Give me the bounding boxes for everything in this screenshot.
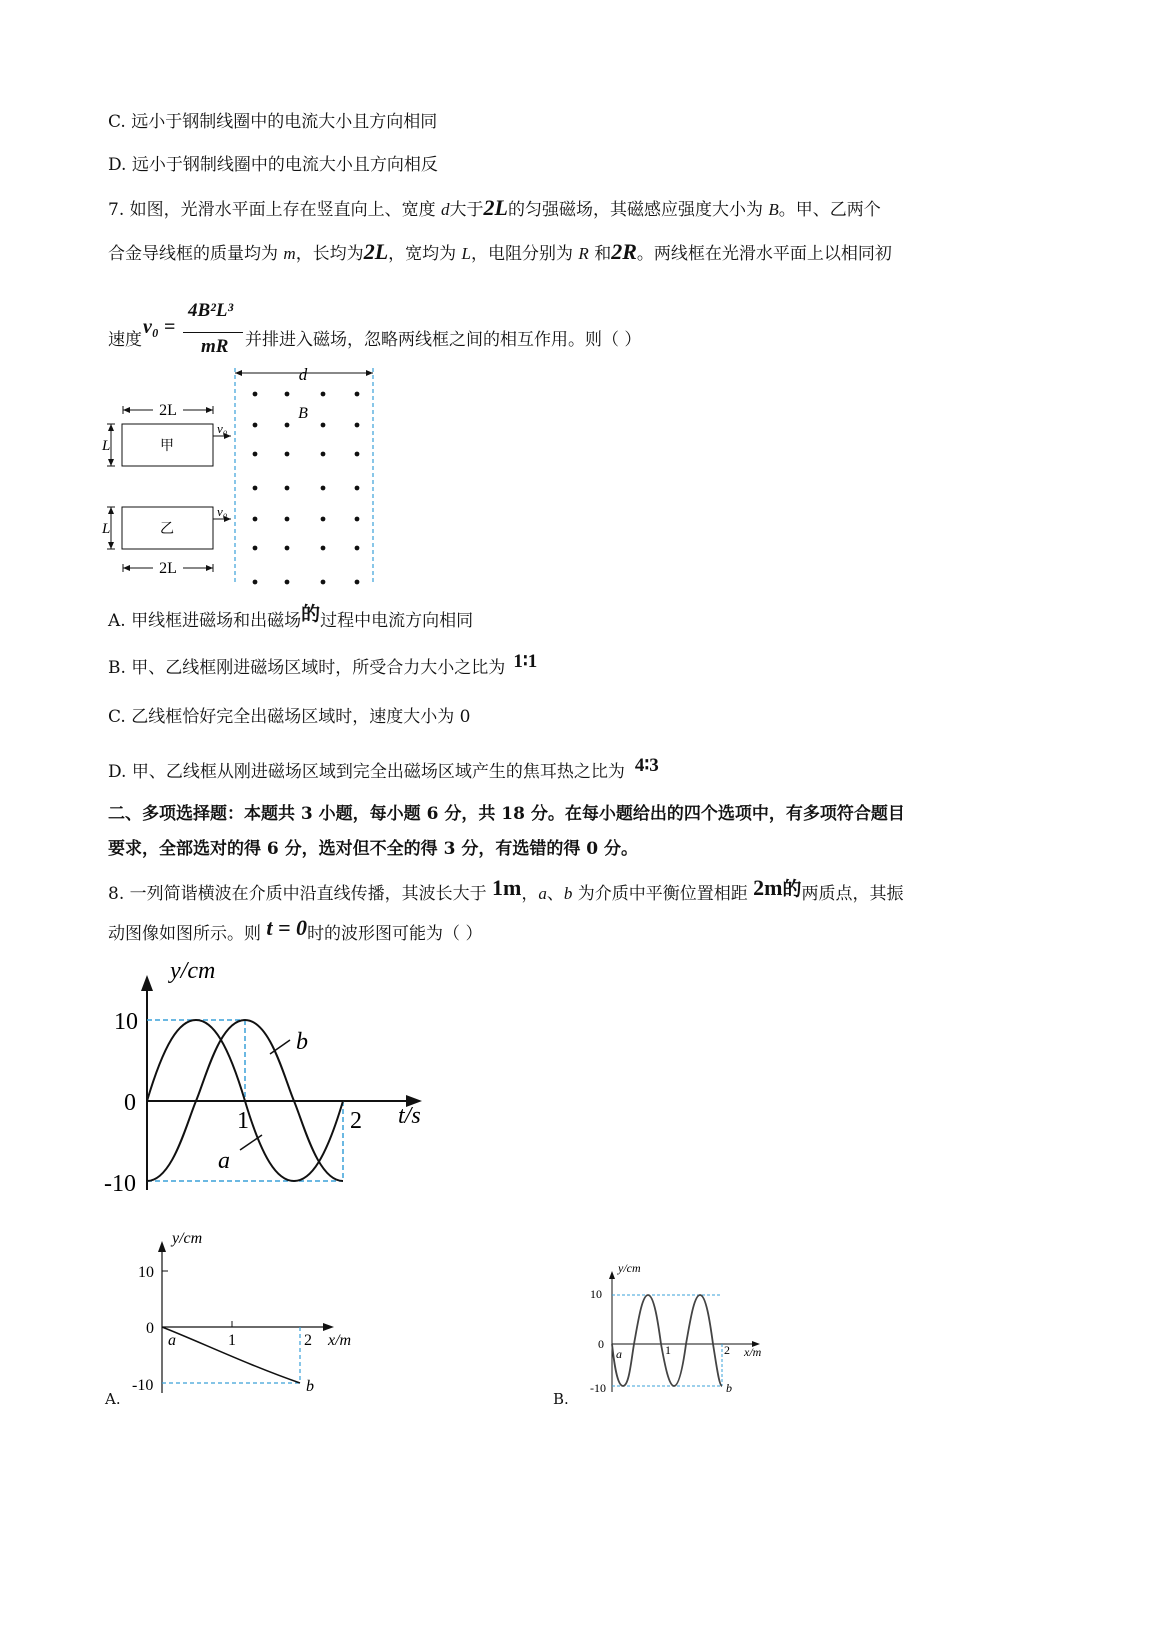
q7-option-d: D. 甲、乙线框从刚进磁场区域到完全出磁场区域产生的焦耳热之比为 4∶3 <box>108 755 659 782</box>
velocity-label-2: v₀ <box>217 504 228 519</box>
q6-option-c: C. 远小于钢制线圈中的电流大小且方向相同 <box>108 112 438 132</box>
optB-xlabel: x/m <box>744 1345 762 1359</box>
curve-b-label: b <box>296 1029 308 1055</box>
q7-option-c: C. 乙线框恰好完全出磁场区域时，速度大小为 0 <box>108 707 471 727</box>
field-label-B: B <box>298 405 308 422</box>
q6-option-d: D. 远小于钢制线圈中的电流大小且方向相反 <box>108 155 438 175</box>
velocity-label-1: v₀ <box>217 421 228 436</box>
option-b-letter: B. <box>553 1390 569 1408</box>
optB-ytick-neg10: -10 <box>590 1381 606 1395</box>
height-label-1: L <box>102 438 111 454</box>
v0-formula: v₀ = 4B²L³ mR <box>143 300 243 360</box>
frame-jia-label: 甲 <box>160 439 174 454</box>
vib-ytick-0: 0 <box>124 1090 136 1116</box>
option-a-letter: A. <box>105 1390 121 1408</box>
q8-stem-line1: 8. 一列简谐横波在介质中沿直线传播，其波长大于 1m，a、b 为介质中平衡位置相距 2m的两质点，其振 <box>108 875 904 904</box>
height-label-2: L <box>102 521 111 537</box>
optB-ytick-10: 10 <box>590 1287 602 1301</box>
section2-heading-line1: 二、多项选择题：本题共 3 小题，每小题 6 分，共 18 分。在每小题给出的四个选项中，有多项符合题目 <box>108 804 905 824</box>
q7-option-b: B. 甲、乙线框刚进磁场区域时，所受合力大小之比为 1∶1 <box>108 651 538 678</box>
q7-stem-line2: 合金导线框的质量均为 m，长均为2L，宽均为 L，电阻分别为 R 和2R。两线框在光滑水平面上以相同初 <box>108 239 892 264</box>
vib-ytick-10: 10 <box>114 1009 138 1035</box>
option-a-graph <box>128 1225 368 1405</box>
vib-xlabel: t/s <box>398 1103 421 1129</box>
frame-yi-label: 乙 <box>160 522 174 537</box>
optA-ytick-10: 10 <box>138 1264 154 1281</box>
curve-a-label: a <box>218 1148 230 1174</box>
vibration-graph <box>100 955 440 1205</box>
magnetic-field-figure <box>95 362 395 592</box>
optA-xtick-2: 2 <box>304 1332 312 1349</box>
optB-ytick-0: 0 <box>598 1337 604 1351</box>
optB-xtick-1: 1 <box>665 1343 671 1357</box>
optA-xtick-1: 1 <box>228 1332 236 1349</box>
optA-point-b: b <box>306 1378 314 1395</box>
length-label-top: 2L <box>159 402 177 419</box>
vib-xtick-1: 1 <box>237 1108 249 1134</box>
optA-point-a: a <box>168 1332 176 1349</box>
optB-point-a: a <box>616 1347 622 1361</box>
q7-stem-line1: 7. 如图，光滑水平面上存在竖直向上、宽度 d大于2L的匀强磁场，其磁感应强度大小为 B。甲、乙两个 <box>108 195 881 220</box>
option-b-graph <box>590 1262 790 1402</box>
optB-xtick-2: 2 <box>724 1343 730 1357</box>
q7-stem-line3b: 并排进入磁场，忽略两线框之间的相互作用。则（ ） <box>245 330 642 350</box>
optB-point-b: b <box>726 1381 732 1395</box>
width-label-d: d <box>298 365 308 384</box>
optA-xlabel: x/m <box>328 1332 352 1349</box>
length-label-bottom: 2L <box>159 560 177 577</box>
q7-stem-line3a: 速度 <box>108 330 142 350</box>
vib-ylabel: y/cm <box>170 958 216 984</box>
q8-stem-line2: 动图像如图所示。则 t = 0时的波形图可能为（ ） <box>108 915 483 944</box>
optA-ytick-0: 0 <box>146 1320 154 1337</box>
math-2L: 2L <box>483 195 508 220</box>
optA-ytick-neg10: -10 <box>132 1377 154 1394</box>
vib-ytick-neg10: -10 <box>104 1171 136 1197</box>
section2-heading-line2: 要求，全部选对的得 6 分，选对但不全的得 3 分，有选错的得 0 分。 <box>108 839 638 859</box>
optB-wave <box>612 1295 722 1386</box>
q7-option-a: A. 甲线框进磁场和出磁场的过程中电流方向相同 <box>108 603 474 631</box>
vib-xtick-2: 2 <box>350 1108 362 1134</box>
optA-ylabel: y/cm <box>172 1230 203 1247</box>
optB-ylabel: y/cm <box>618 1261 641 1275</box>
